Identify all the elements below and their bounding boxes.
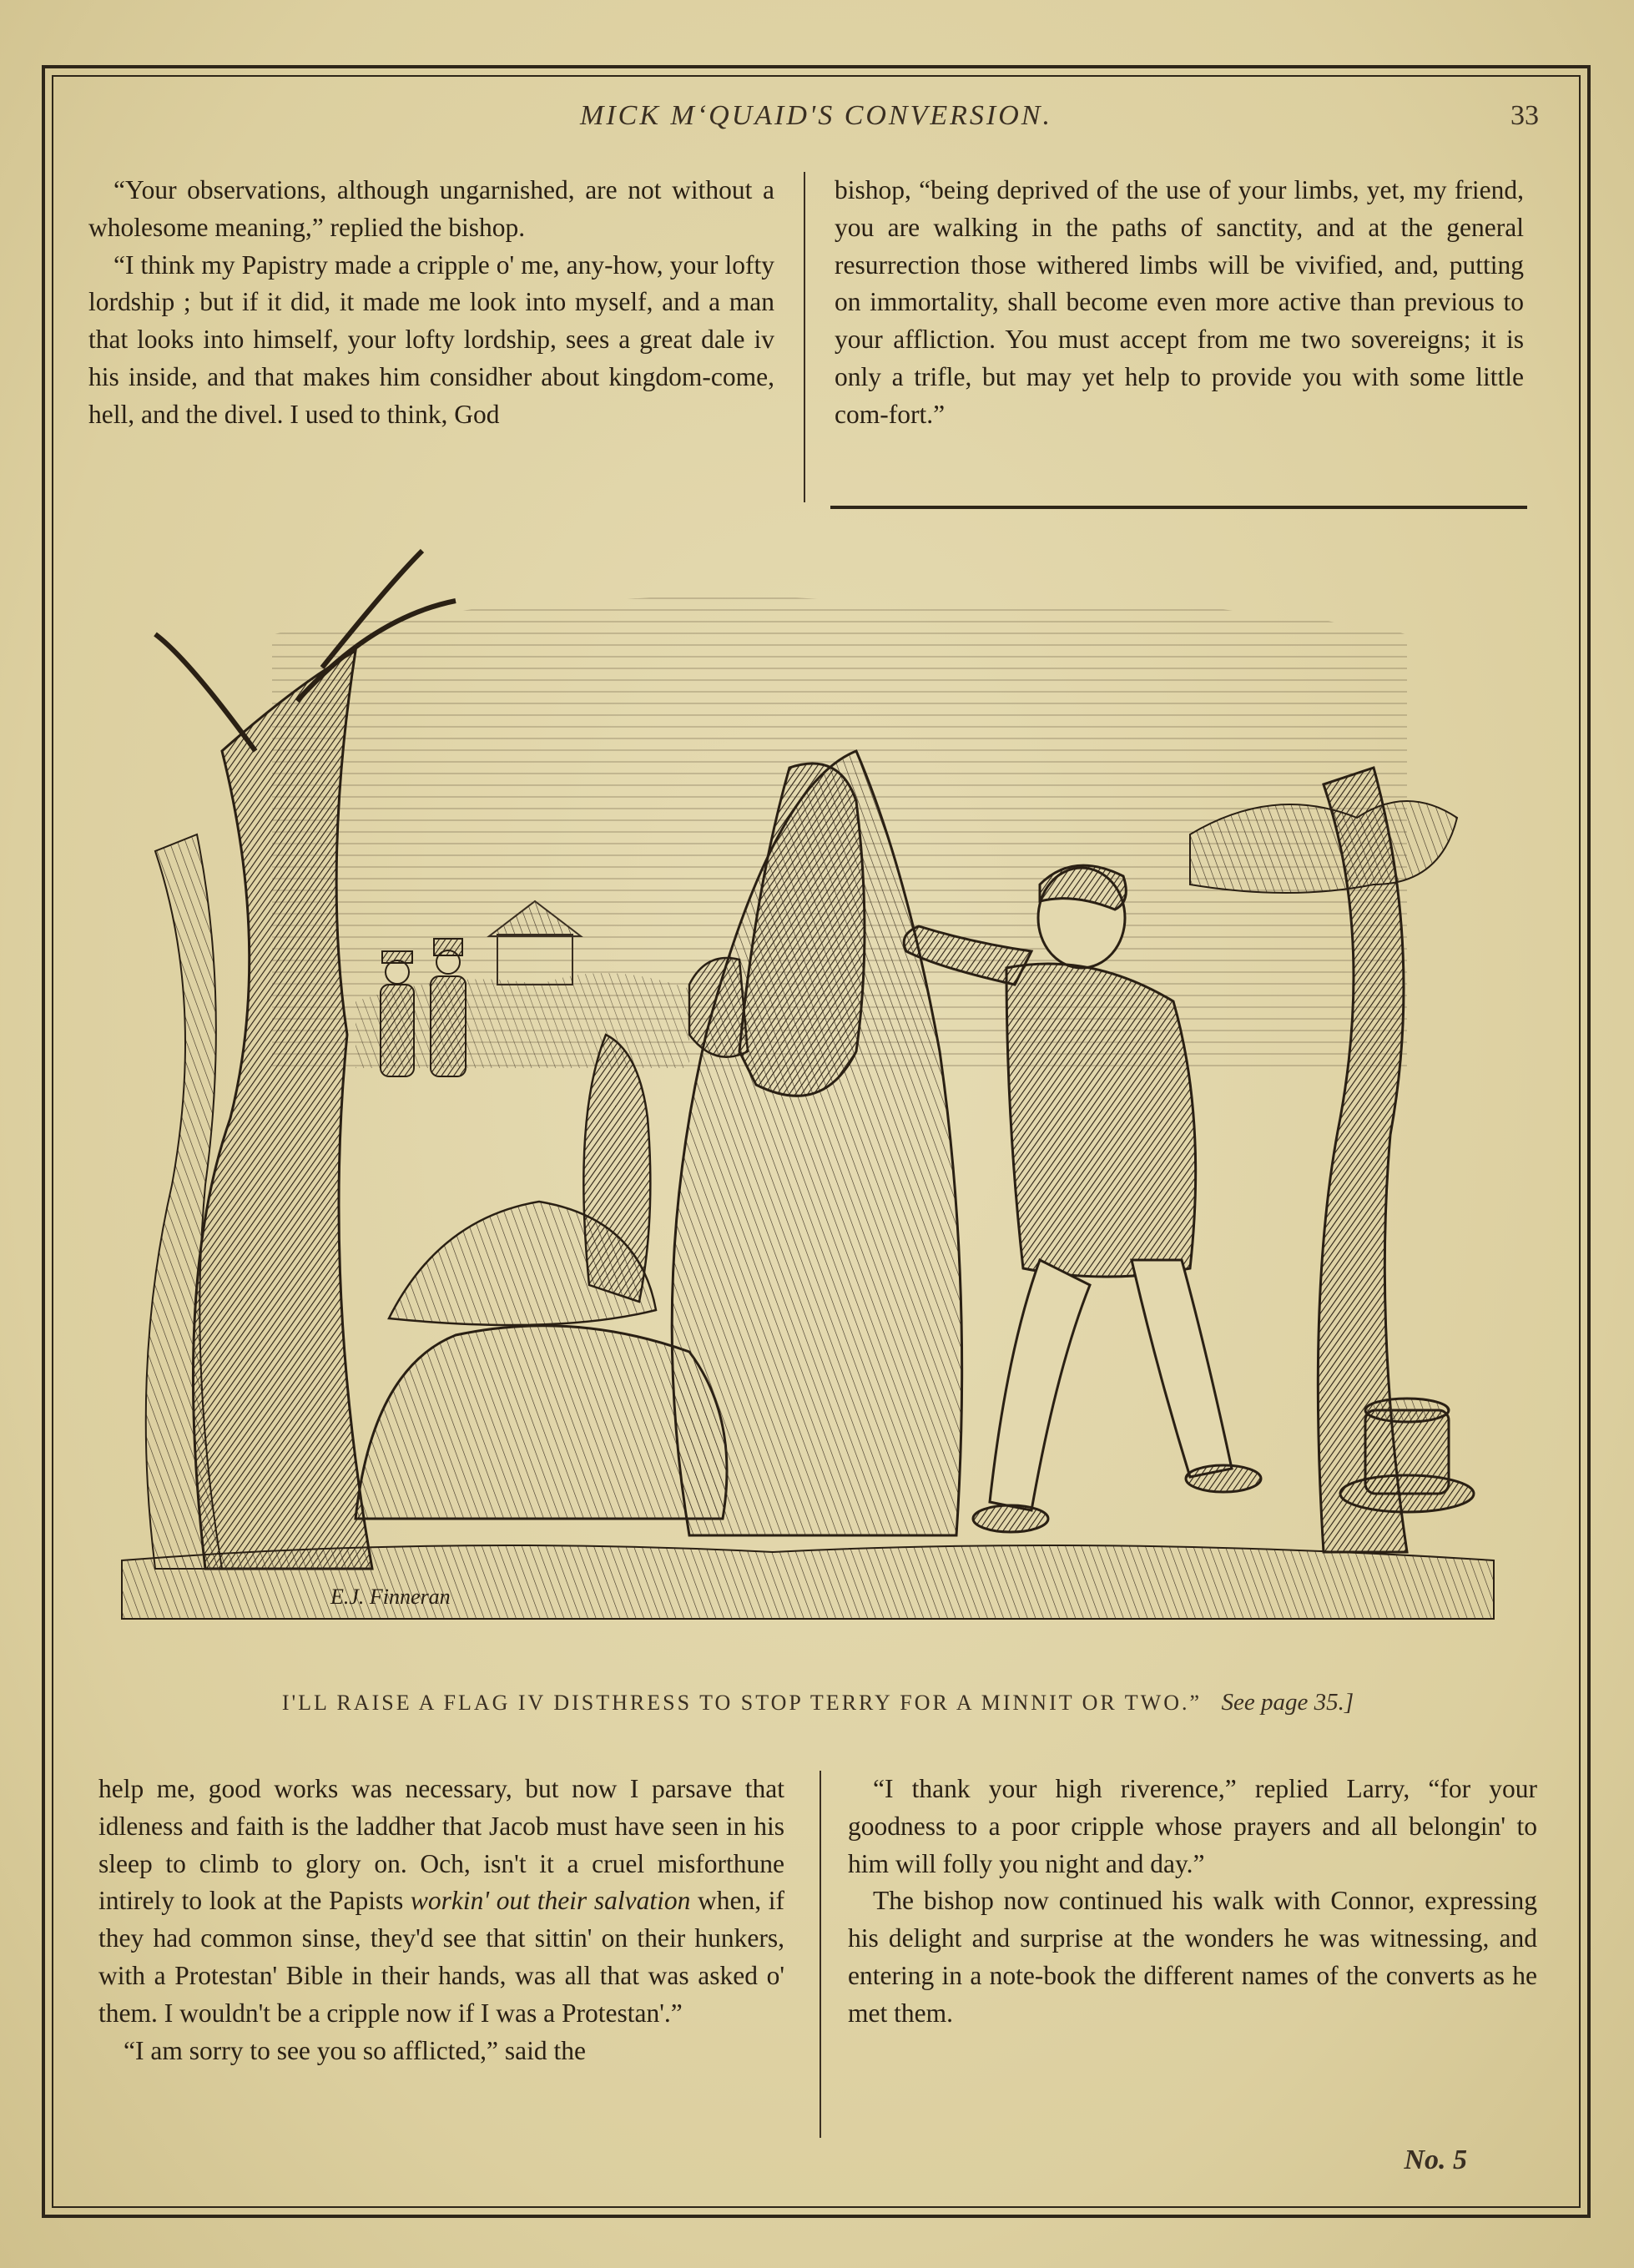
paragraph: bishop, “being deprived of the use of your limbs, yet, my friend, you are walking in the paths of sanctity, and at the general resurrection those withered limbs will be vivified, and, putting on immortality, shall become even more active than previous to your affliction. You must accept from me two sovereigns; it is only a trifle, but may yet help to provide you with some little com-fort.” (835, 175, 1524, 429)
paragraph: “I thank your high riverence,” replied Larry, “for your goodness to a poor cripple whose prayers and all belongin' to him will folly you night and day.” (848, 1774, 1537, 1878)
column-divider (820, 1771, 821, 2138)
text-column-bottom-right (848, 1771, 1537, 2033)
illustration-caption (100, 1689, 1536, 1716)
paragraph-part: help me, good works was necessary, but now I parsave that idleness and faith is the laddher that Jacob must have seen in his sleep to climb to glory on. Och, isn't it a cruel misforthune intirely to look at the Papists (98, 1774, 784, 1916)
running-head (52, 100, 1581, 144)
caption-text: I'LL RAISE A FLAG IV DISTHRESS TO STOP TERRY FOR A MINNIT OR TWO.” (281, 1691, 1203, 1715)
engraving-illustration (105, 534, 1510, 1652)
text-column-bottom-left (98, 1771, 784, 2069)
caption-page-reference: See page 35.] (1221, 1689, 1354, 1716)
italic-phrase: workin' out their salvation (410, 1886, 691, 1916)
paragraph: The bishop now continued his walk with Connor, expressing his delight and surprise at the wonders he was witnessing, and entering in a note-book the different names of the converts as he met them. (848, 1886, 1537, 2028)
paragraph: “I am sorry to see you so afflicted,” said the (124, 2035, 586, 2065)
paragraph: “Your observations, although ungarnished, are not without a wholesome meaning,” replied the bishop. (88, 175, 774, 242)
paragraph-part: when, if they had common sinse, they'd see that sittin' on their hunkers, with a Protestan' Bible in their hands, was all that was asked o' them. I wouldn't be a cripple now if I was a Protestan'.” (98, 1886, 784, 2028)
section-rule (830, 506, 1527, 509)
artist-signature: E.J. Finneran (330, 1585, 451, 1609)
running-title: MICK M‘QUAID'S CONVERSION. (580, 100, 1052, 131)
paragraph (98, 1771, 784, 2033)
issue-number: No. 5 (1404, 2145, 1467, 2175)
page-number: 33 (1510, 100, 1539, 131)
text-column-top-left (88, 172, 774, 434)
paragraph: “I think my Papistry made a cripple o' me, any-how, your lofty lordship ; but if it did, it made me look into myself, and a man that looks into himself, your lofty lordship, sees a great dale iv his inside, and that makes him considher about kingdom-come, hell, and the divel. I used to think, God (88, 249, 774, 429)
column-divider (804, 172, 805, 502)
text-column-top-right (835, 172, 1524, 434)
